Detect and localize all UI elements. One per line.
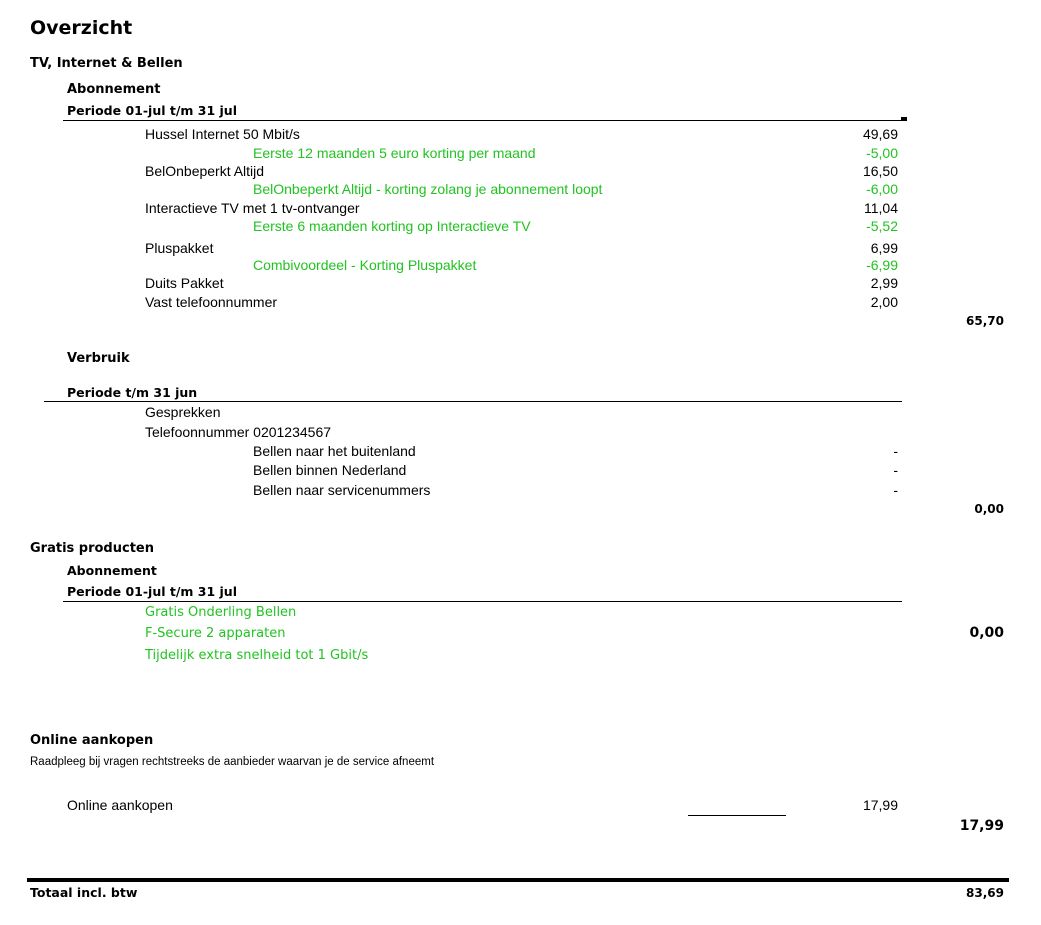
online-note: Raadpleeg bij vragen rechtstreeks de aanbieder waarvan je de service afneemt [30, 756, 435, 768]
abonnement-label: Abonnement [67, 563, 157, 578]
discount-item-label: Eerste 6 maanden korting op Interactieve TV [253, 218, 531, 234]
page-title: Overzicht [30, 17, 133, 39]
telefoonnummer-label: Telefoonnummer 0201234567 [145, 424, 332, 440]
usage-item-label: Bellen binnen Nederland [253, 462, 407, 478]
periode-divider [63, 601, 902, 602]
discount-item-label: BelOnbeperkt Altijd - korting zolang je abonnement loopt [253, 181, 603, 197]
discount-item-amount: -5,00 [866, 145, 898, 161]
usage-item-label: Bellen naar het buitenland [253, 443, 416, 459]
line-item-label: Interactieve TV met 1 tv-ontvanger [145, 200, 360, 216]
section-heading-tv: TV, Internet & Bellen [30, 56, 183, 71]
online-item-amount: 17,99 [862, 797, 898, 813]
divider-marker [901, 117, 907, 121]
line-item-amount: 2,99 [870, 275, 898, 291]
periode-divider [44, 401, 902, 402]
subtotal-verbruik: 0,00 [974, 502, 1004, 516]
subtotal-abonnement: 65,70 [966, 314, 1004, 328]
total-label: Totaal incl. btw [30, 885, 138, 900]
free-item: Tijdelijk extra snelheid tot 1 Gbit/s [145, 648, 369, 663]
usage-item-amount: - [893, 443, 898, 459]
free-item: Gratis Onderling Bellen [145, 605, 297, 620]
discount-item-label: Combivoordeel - Korting Pluspakket [253, 257, 477, 273]
line-item-amount: 11,04 [864, 200, 898, 216]
periode-divider [63, 120, 905, 121]
verbruik-label: Verbruik [67, 351, 130, 366]
usage-item-amount: - [893, 462, 898, 478]
line-item-label: Vast telefoonnummer [145, 294, 278, 310]
section-heading-online: Online aankopen [30, 733, 154, 748]
discount-item-amount: -6,99 [866, 257, 898, 273]
usage-item-label: Bellen naar servicenummers [253, 482, 431, 498]
line-item-label: Duits Pakket [145, 275, 224, 291]
online-item-underline [688, 815, 786, 816]
periode-label: Periode 01-jul t/m 31 jul [67, 584, 237, 599]
total-amount: 83,69 [966, 886, 1004, 900]
free-item: F-Secure 2 apparaten [145, 626, 286, 641]
gesprekken-label: Gesprekken [145, 404, 221, 420]
usage-item-amount: - [893, 482, 898, 498]
online-item-label: Online aankopen [67, 797, 173, 813]
line-item-amount: 49,69 [862, 126, 898, 142]
total-divider [27, 878, 1009, 882]
line-item-amount: 2,00 [870, 294, 898, 310]
line-item-label: BelOnbeperkt Altijd [145, 163, 265, 179]
discount-item-amount: -6,00 [866, 181, 898, 197]
line-item-amount: 6,99 [870, 240, 898, 256]
discount-item-label: Eerste 12 maanden 5 euro korting per maand [253, 145, 536, 161]
subtotal-online: 17,99 [959, 818, 1004, 834]
periode-label: Periode t/m 31 jun [67, 385, 198, 400]
section-heading-gratis: Gratis producten [30, 541, 154, 556]
line-item-label: Pluspakket [145, 240, 214, 256]
line-item-label: Hussel Internet 50 Mbit/s [145, 126, 300, 142]
periode-label: Periode 01-jul t/m 31 jul [67, 103, 237, 118]
discount-item-amount: -5,52 [866, 218, 898, 234]
line-item-amount: 16,50 [862, 163, 898, 179]
abonnement-label: Abonnement [67, 82, 161, 97]
subtotal-gratis: 0,00 [969, 625, 1004, 641]
